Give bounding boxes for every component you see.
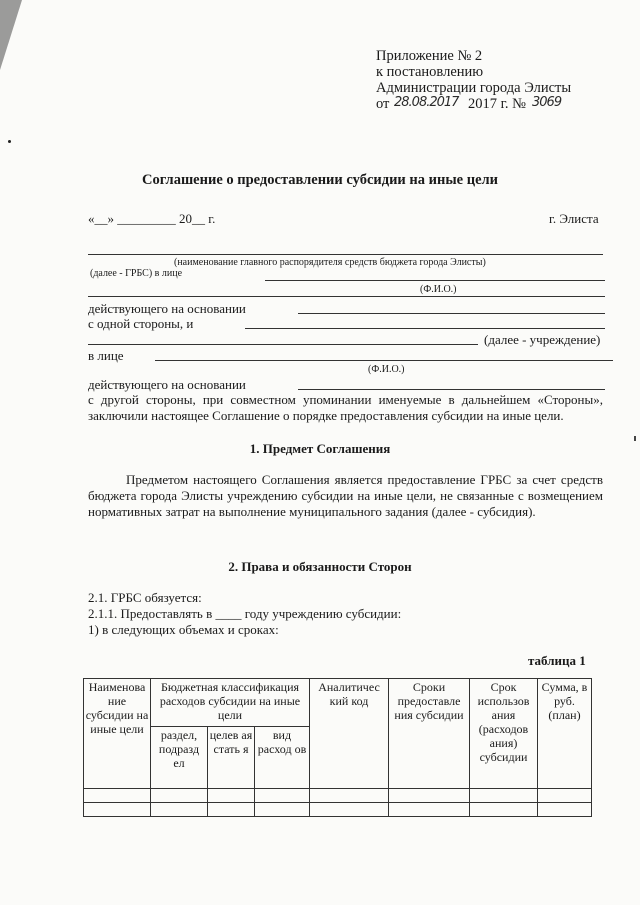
- subcol-target-article: целев ая стать я: [208, 727, 255, 789]
- agreement-city: г. Элиста: [549, 211, 599, 226]
- institution-acting-basis: действующего на основании: [88, 377, 246, 392]
- subcol-expense-type: вид расход ов: [255, 727, 310, 789]
- col-analytic-code: Аналитичес кий код: [310, 679, 389, 789]
- section1-heading: 1. Предмет Соглашения: [249, 441, 391, 456]
- grbs-acting-basis: действующего на основании: [88, 301, 246, 316]
- section2-item-3: 1) в следующих объемах и сроках:: [88, 622, 279, 637]
- col-usage-term: Срок использов ания (расходов ания) субсидии: [470, 679, 538, 789]
- in-person-label: в лице: [88, 348, 124, 363]
- parties-conclusion: с другой стороны, при совместном упоминании именуемые в дальнейшем «Стороны», заключили настоящее Соглашение о порядке предоставления субсидии на иные цели.: [88, 392, 603, 423]
- grbs-fio-caption: (Ф.И.О.): [420, 284, 457, 295]
- appendix-resolution: к постановлению: [376, 64, 484, 80]
- section2-item-2: 2.1.1. Предоставлять в ____ году учреждению субсидии:: [88, 606, 402, 621]
- institution-fio-line: [155, 360, 613, 361]
- handwritten-number: 3069: [532, 95, 562, 110]
- institution-line-2: [88, 344, 478, 345]
- subcol-section: раздел, подразд ел: [151, 727, 208, 789]
- appendix-number: Приложение № 2: [376, 48, 483, 64]
- agreement-date: «__» _________ 20__ г.: [88, 211, 216, 226]
- institution-basis-line: [298, 389, 605, 390]
- table-caption: таблица 1: [528, 653, 586, 668]
- col-subsidy-name: Наименова ние субсидии на иные цели: [84, 679, 151, 789]
- institution-label: (далее - учреждение): [484, 332, 601, 347]
- scan-shadow: [0, 0, 22, 70]
- col-budget-classification: Бюджетная классификация расходов субсидии на иные цели: [151, 679, 310, 727]
- section2-item-1: 2.1. ГРБС обязуется:: [88, 590, 202, 605]
- section1-text: [88, 472, 603, 520]
- grbs-name-caption: (наименование главного распорядителя средств бюджета города Элисты): [174, 257, 486, 268]
- institution-line: [245, 328, 605, 329]
- grbs-in-person-label: (далее - ГРБС) в лице: [90, 268, 183, 279]
- section2-heading: 2. Права и обязанности Сторон: [228, 559, 412, 574]
- appendix-date-label: от: [376, 96, 390, 112]
- table-row: [84, 803, 592, 817]
- grbs-fio-line: [265, 280, 605, 281]
- section1-text-body: Предметом настоящего Соглашения является предоставление ГРБС за счет средств бюджета города Элисты учреждению субсидии на иные цели, не связанные с возмещением нормативных затрат на выполнение муниципального задания (далее - субсидия).: [88, 472, 603, 519]
- one-side-label: с одной стороны, и: [88, 316, 194, 331]
- scan-speck: [8, 140, 11, 143]
- grbs-basis-line: [298, 313, 605, 314]
- col-provision-terms: Сроки предоставле ния субсидии: [389, 679, 470, 789]
- col-sum-plan: Сумма, в руб. (план): [538, 679, 592, 789]
- institution-fio-caption: (Ф.И.О.): [368, 364, 405, 375]
- handwritten-date: 28.08.2017: [394, 95, 459, 110]
- document-title: Соглашение о предоставлении субсидии на иные цели: [141, 172, 499, 188]
- appendix-administration: Администрации города Элисты: [376, 80, 572, 96]
- appendix-year-number: 2017 г. №: [468, 96, 527, 112]
- subsidy-table: [83, 678, 592, 817]
- grbs-fio-line-2: [88, 296, 605, 297]
- grbs-name-line: [88, 254, 603, 255]
- table-row: [84, 789, 592, 803]
